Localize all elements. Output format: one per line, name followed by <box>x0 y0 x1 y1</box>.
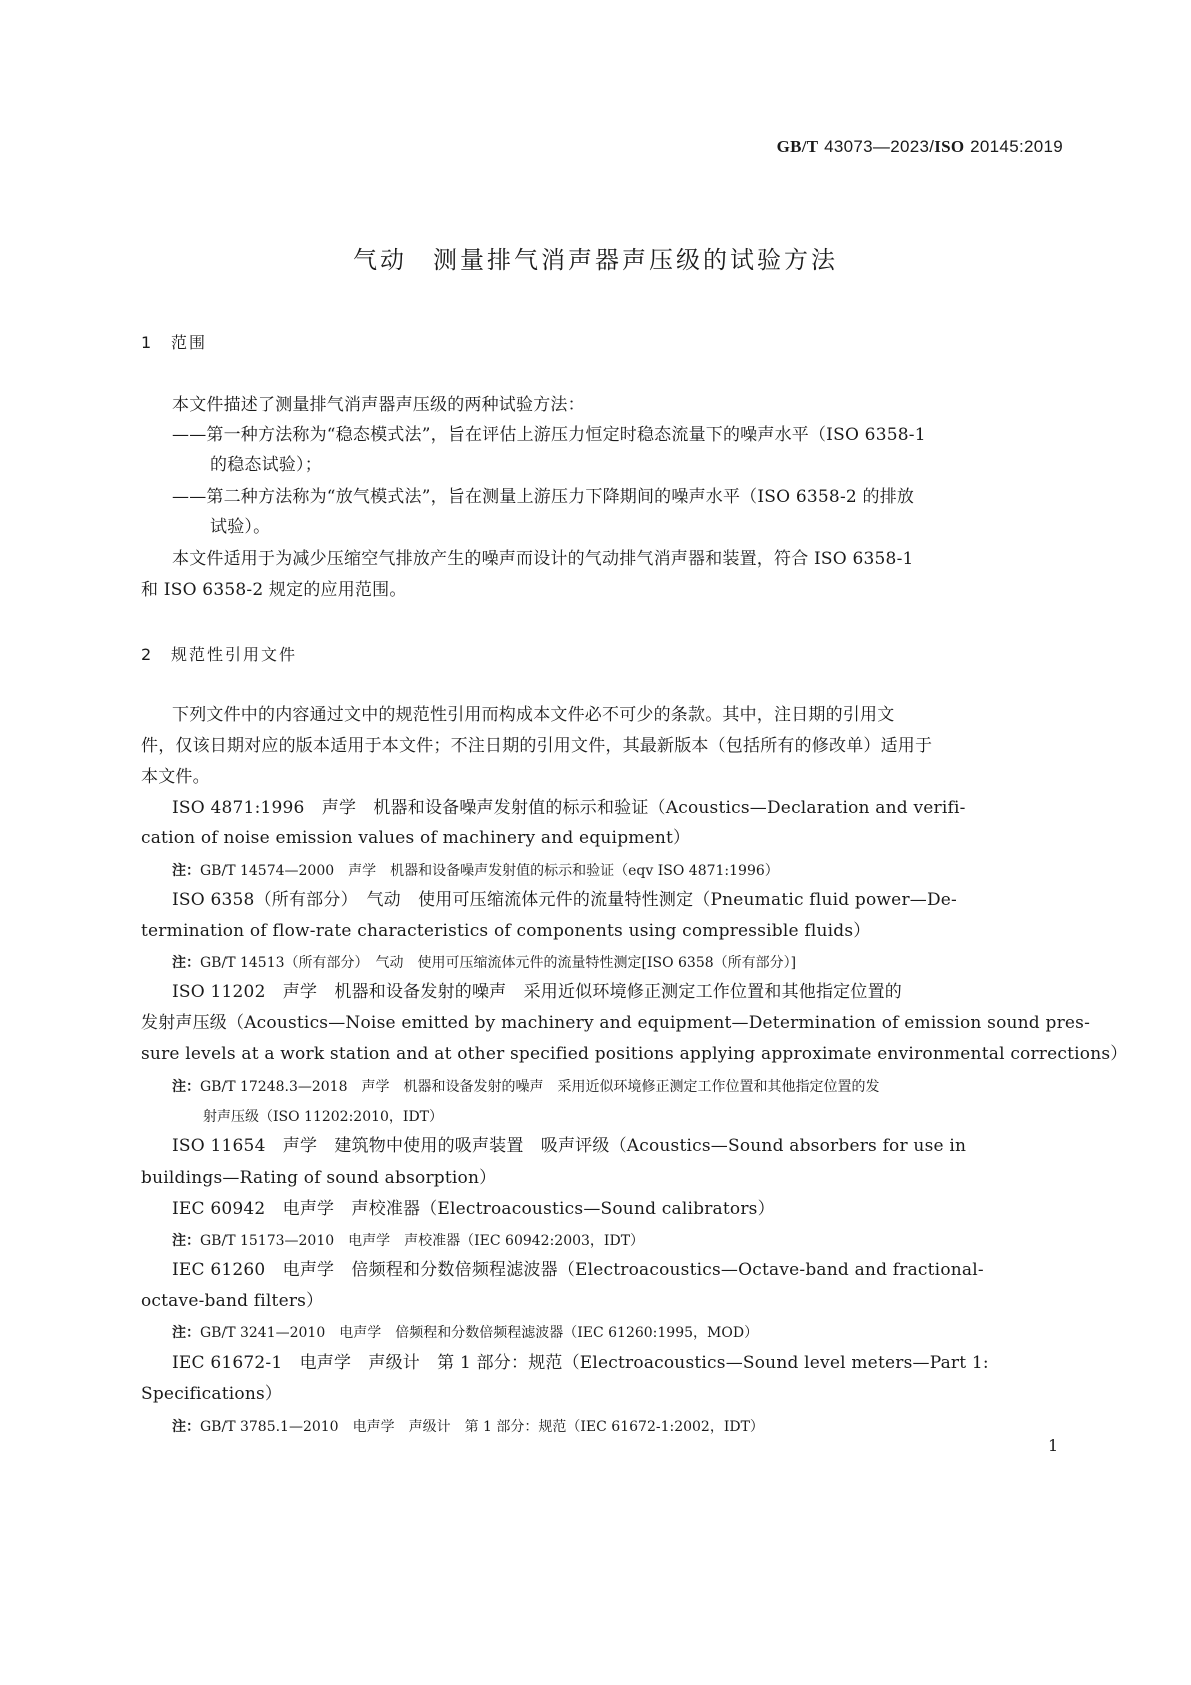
title-part1: 气动 <box>353 246 407 274</box>
scope-bullet-1: ——第一种方法称为“稳态模式法”，旨在评估上游压力恒定时稳态流量下的噪声水平（ISO 6358-1 <box>172 425 926 445</box>
section-number: 1 <box>141 333 154 352</box>
reference-iso-6358: ISO 6358（所有部分） 气动 使用可压缩流体元件的流量特性测定（Pneumatic fluid power—De- <box>172 890 958 910</box>
scope-applicability-cont: 和 ISO 6358-2 规定的应用范围。 <box>141 580 407 600</box>
reference-iec-61672-1: IEC 61672-1 电声学 声级计 第 1 部分：规范（Electroacoustics—Sound level meters—Part 1: <box>172 1353 989 1373</box>
note-iso-11202-cont: 射声压级（ISO 11202:2010，IDT） <box>203 1109 444 1125</box>
note-label: 注： <box>172 1233 200 1249</box>
header-gbt: GB/T <box>776 137 819 156</box>
reference-iec-61260-cont: octave-band filters） <box>141 1291 324 1311</box>
reference-iso-11654-cont: buildings—Rating of sound absorption） <box>141 1168 497 1188</box>
note-label: 注： <box>172 1419 200 1435</box>
note-label: 注： <box>172 1325 200 1341</box>
page-number: 1 <box>1048 1436 1059 1455</box>
document-title <box>0 240 1191 275</box>
note-label: 注： <box>172 955 200 971</box>
header-iso: ISO <box>934 137 965 156</box>
header-number: 43073—2023/ <box>824 137 935 156</box>
section-title: 规范性引用文件 <box>171 645 298 664</box>
reference-iso-11202-cont-1: 发射声压级（Acoustics—Noise emitted by machinery and equipment—Determination of emission sound pres- <box>141 1013 1091 1033</box>
reference-iso-4871-cont: cation of noise emission values of machinery and equipment） <box>141 828 691 848</box>
note-text: GB/T 14513（所有部分） 气动 使用可压缩流体元件的流量特性测定[ISO 6358（所有部分）] <box>200 955 797 971</box>
refs-intro-line-1: 下列文件中的内容通过文中的规范性引用而构成本文件必不可少的条款。其中，注日期的引用文 <box>172 705 895 725</box>
section-2-heading <box>141 642 297 665</box>
reference-iso-11202-cont-2: sure levels at a work station and at other specified positions applying approximate environmental corrections） <box>141 1044 1128 1064</box>
title-part2: 测量排气消声器声压级的试验方法 <box>433 246 838 274</box>
note-text: GB/T 3241—2010 电声学 倍频程和分数倍频程滤波器（IEC 61260:1995，MOD） <box>200 1325 759 1341</box>
note-iso-4871 <box>172 860 779 880</box>
refs-intro-line-3: 本文件。 <box>141 767 210 787</box>
refs-intro-line-2: 件，仅该日期对应的版本适用于本文件；不注日期的引用文件，其最新版本（包括所有的修改单）适用于 <box>141 736 933 756</box>
note-iec-60942 <box>172 1230 644 1250</box>
scope-bullet-2: ——第二种方法称为“放气模式法”，旨在测量上游压力下降期间的噪声水平（ISO 6358-2 的排放 <box>172 487 915 507</box>
reference-iso-11202: ISO 11202 声学 机器和设备发射的噪声 采用近似环境修正测定工作位置和其他指定位置的 <box>172 982 902 1002</box>
note-label: 注： <box>172 863 200 879</box>
scope-bullet-2-cont: 试验）。 <box>210 517 271 537</box>
note-text: GB/T 17248.3—2018 声学 机器和设备发射的噪声 采用近似环境修正测定工作位置和其他指定位置的发 <box>200 1079 880 1095</box>
section-title: 范围 <box>171 333 208 352</box>
note-iec-61672-1 <box>172 1416 764 1436</box>
standard-code-header <box>777 137 1063 157</box>
note-text: GB/T 3785.1—2010 电声学 声级计 第 1 部分：规范（IEC 61672-1:2002，IDT） <box>200 1419 764 1435</box>
note-iso-6358 <box>172 952 796 972</box>
note-text: GB/T 15173—2010 电声学 声校准器（IEC 60942:2003，IDT） <box>200 1233 645 1249</box>
note-label: 注： <box>172 1079 200 1095</box>
reference-iso-4871: ISO 4871:1996 声学 机器和设备噪声发射值的标示和验证（Acoustics—Declaration and verifi- <box>172 798 966 818</box>
scope-bullet-1-cont: 的稳态试验）； <box>210 455 322 475</box>
reference-iec-60942: IEC 60942 电声学 声校准器（Electroacoustics—Sound calibrators） <box>172 1199 775 1219</box>
scope-intro: 本文件描述了测量排气消声器声压级的两种试验方法： <box>172 395 585 415</box>
scope-applicability: 本文件适用于为减少压缩空气排放产生的噪声而设计的气动排气消声器和装置，符合 ISO 6358-1 <box>172 549 914 569</box>
reference-iso-6358-cont: termination of flow-rate characteristics of components using compressible fluids） <box>141 921 871 941</box>
note-iec-61260 <box>172 1322 758 1342</box>
reference-iso-11654: ISO 11654 声学 建筑物中使用的吸声装置 吸声评级（Acoustics—Sound absorbers for use in <box>172 1136 967 1156</box>
note-text: GB/T 14574—2000 声学 机器和设备噪声发射值的标示和验证（eqv ISO 4871:1996） <box>200 863 779 879</box>
note-iso-11202 <box>172 1076 880 1096</box>
section-1-heading <box>141 330 207 353</box>
reference-iec-61672-1-cont: Specifications） <box>141 1384 283 1404</box>
section-number: 2 <box>141 645 154 664</box>
reference-iec-61260: IEC 61260 电声学 倍频程和分数倍频程滤波器（Electroacoustics—Octave-band and fractional- <box>172 1260 984 1280</box>
header-iso-number: 20145:2019 <box>970 137 1063 156</box>
